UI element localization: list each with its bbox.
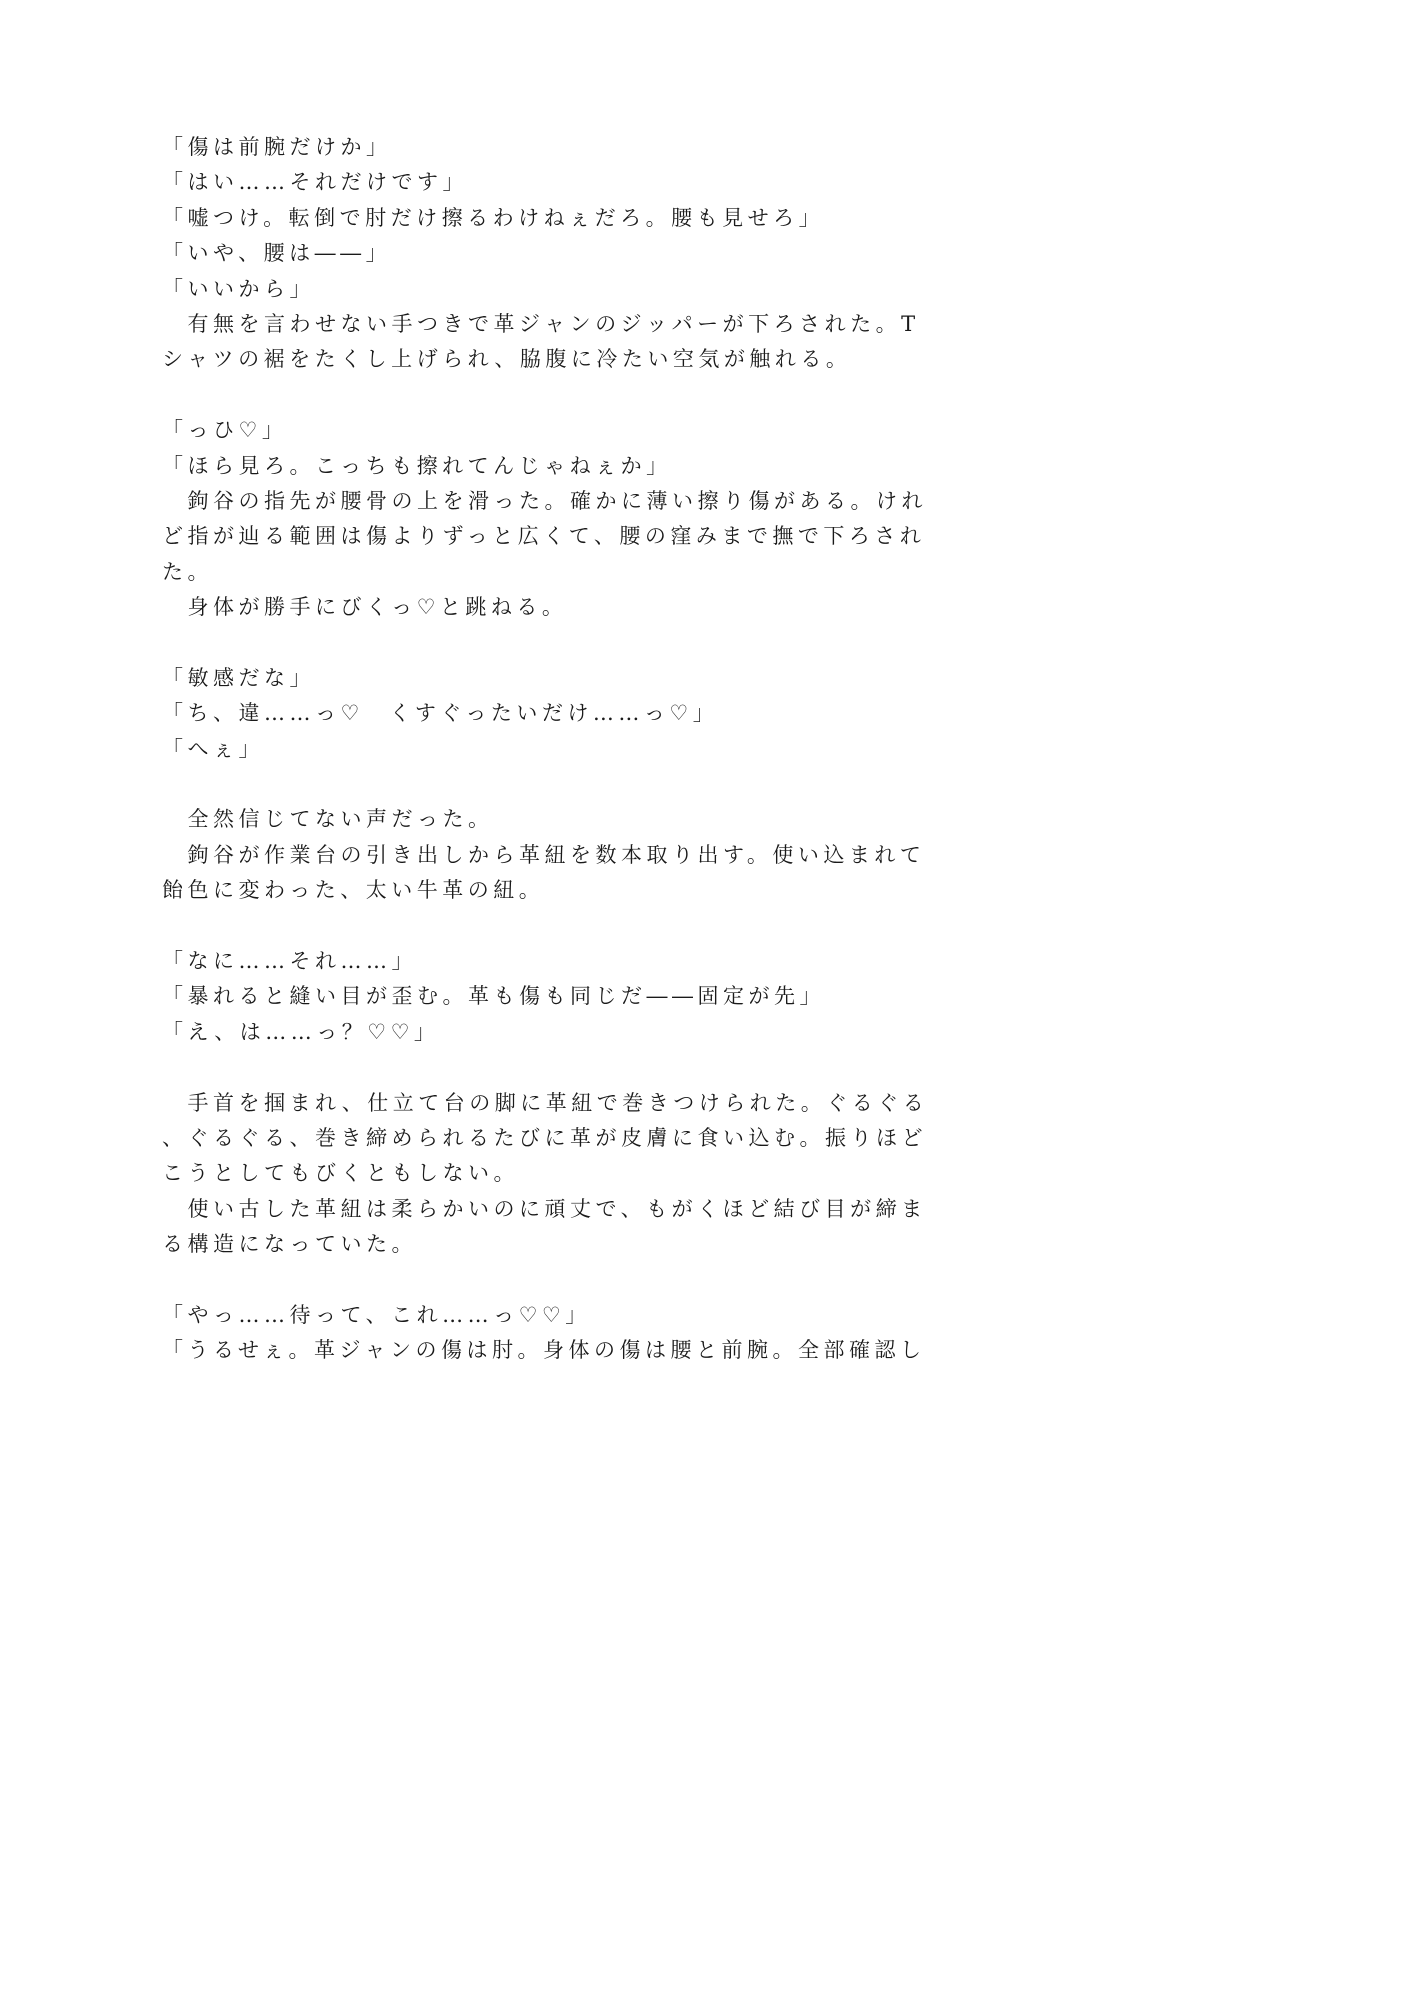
text-line: る構造になっていた。 xyxy=(162,1232,417,1257)
blank-line xyxy=(162,625,932,660)
text-line: 「暴れると縫い目が歪む。革も傷も同じだ――固定が先」 xyxy=(162,984,825,1009)
body-text xyxy=(162,130,932,1369)
blank-line xyxy=(162,1263,932,1298)
text-line: 「へぇ」 xyxy=(162,736,264,761)
text-line: 「やっ……待って、これ……っ♡♡」 xyxy=(162,1302,591,1327)
blank-line xyxy=(162,378,932,413)
text-line: 「っひ♡」 xyxy=(162,418,288,443)
text-line: 「なに……それ……」 xyxy=(162,948,417,973)
text-line: 全然信じてない声だった。 xyxy=(162,807,494,832)
text-line: 「ち、違……っ♡ くすぐったいだけ……っ♡」 xyxy=(162,701,719,726)
text-line: ど指が辿る範囲は傷よりずっと広くて、腰の窪みまで撫で下ろされ xyxy=(162,524,926,549)
text-line: 飴色に変わった、太い牛革の紐。 xyxy=(162,878,545,903)
text-line: 身体が勝手にびくっ♡と跳ねる。 xyxy=(162,595,568,620)
text-line: シャツの裾をたくし上げられ、脇腹に冷たい空気が触れる。 xyxy=(162,347,852,372)
text-line: こうとしてもびくともしない。 xyxy=(162,1161,519,1186)
text-line: 手首を掴まれ、仕立て台の脚に革紐で巻きつけられた。ぐるぐる xyxy=(162,1090,929,1115)
text-line: 使い古した革紐は柔らかいのに頑丈で、もがくほど結び目が締ま xyxy=(162,1196,927,1221)
text-line: 「嘘つけ。転倒で肘だけ擦るわけねぇだろ。腰も見せろ」 xyxy=(162,205,825,230)
text-line: 「ほら見ろ。こっちも擦れてんじゃねぇか」 xyxy=(162,453,672,478)
text-line: 鉤谷が作業台の引き出しから革紐を数本取り出す。使い込まれて xyxy=(162,842,926,867)
text-line: 「うるせぇ。革ジャンの傷は肘。身体の傷は腰と前腕。全部確認し xyxy=(162,1338,926,1363)
text-line: 鉤谷の指先が腰骨の上を滑った。確かに薄い擦り傷がある。けれ xyxy=(162,488,927,513)
text-line: 「いや、腰は――」 xyxy=(162,241,392,266)
text-line: 「傷は前腕だけか」 xyxy=(162,135,392,159)
text-line: 「敏感だな」 xyxy=(162,665,315,690)
text-line: 「はい……それだけです」 xyxy=(162,170,468,195)
text-line: 、ぐるぐる、巻き締められるたびに革が皮膚に食い込む。振りほど xyxy=(162,1125,927,1150)
text-line: 有無を言わせない手つきで革ジャンのジッパーが下ろされた。T xyxy=(162,311,920,336)
text-line: 「いいから」 xyxy=(162,276,315,301)
blank-line xyxy=(162,909,932,944)
blank-line xyxy=(162,767,932,802)
blank-line xyxy=(162,1050,932,1085)
text-line: 「え、は……っ？♡♡」 xyxy=(162,1019,440,1044)
text-line: た。 xyxy=(162,559,213,584)
